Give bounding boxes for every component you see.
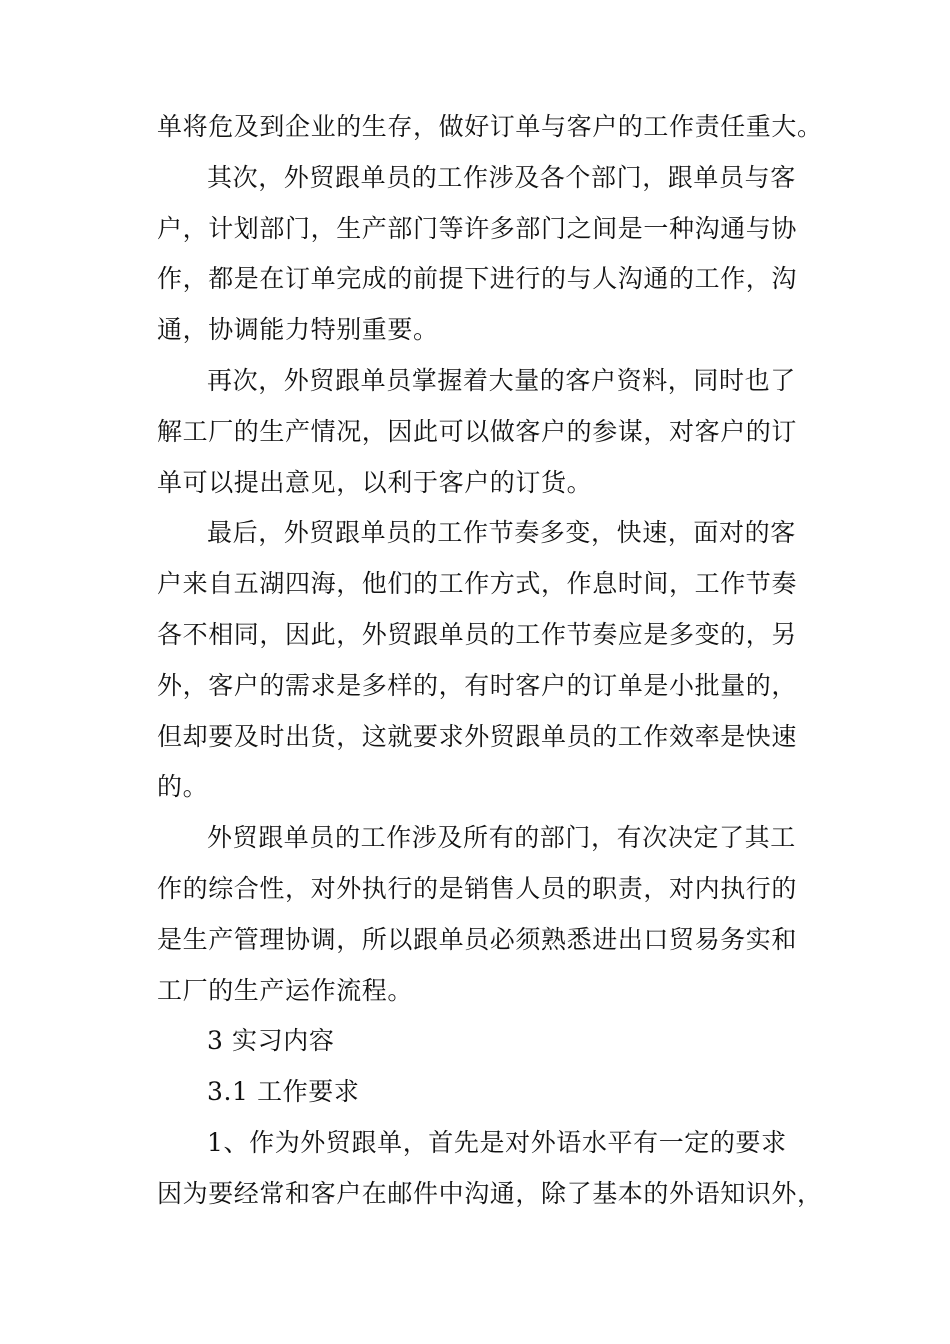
text-line: 作的综合性，对外执行的是销售人员的职责，对内执行的 bbox=[157, 873, 798, 903]
document-body bbox=[157, 112, 823, 1230]
text-line: 外，客户的需求是多样的，有时客户的订单是小批量的， bbox=[157, 670, 798, 700]
subsection-heading: 3.1 工作要求 bbox=[207, 1077, 360, 1107]
text-line: 的。 bbox=[157, 772, 209, 802]
text-line: 但却要及时出货，这就要求外贸跟单员的工作效率是快速 bbox=[157, 721, 798, 751]
text-line: 是生产管理协调，所以跟单员必须熟悉进出口贸易务实和 bbox=[157, 924, 798, 954]
text-line: 作，都是在订单完成的前提下进行的与人沟通的工作，沟 bbox=[157, 264, 798, 294]
text-line: 单可以提出意见，以利于客户的订货。 bbox=[157, 467, 593, 497]
text-line: 户来自五湖四海，他们的工作方式，作息时间，工作节奏 bbox=[157, 569, 798, 599]
text-line: 1、作为外贸跟单，首先是对外语水平有一定的要求 bbox=[207, 1127, 787, 1157]
text-line: 工厂的生产运作流程。 bbox=[157, 975, 414, 1005]
text-line: 再次，外贸跟单员掌握着大量的客户资料，同时也了 bbox=[207, 365, 796, 395]
text-line: 户，计划部门，生产部门等许多部门之间是一种沟通与协 bbox=[157, 213, 798, 243]
text-line: 单将危及到企业的生存，做好订单与客户的工作责任重大。 bbox=[157, 112, 823, 141]
section-heading: 3 实习内容 bbox=[207, 1026, 335, 1056]
text-line: 最后，外贸跟单员的工作节奏多变，快速，面对的客 bbox=[207, 518, 796, 548]
text-line: 其次，外贸跟单员的工作涉及各个部门，跟单员与客 bbox=[207, 162, 796, 192]
text-line: 外贸跟单员的工作涉及所有的部门，有次决定了其工 bbox=[207, 823, 796, 853]
text-line: 各不相同，因此，外贸跟单员的工作节奏应是多变的，另 bbox=[157, 619, 798, 649]
text-line: 通，协调能力特别重要。 bbox=[157, 315, 439, 345]
text-line: 解工厂的生产情况，因此可以做客户的参谋，对客户的订 bbox=[157, 416, 798, 446]
text-line: 因为要经常和客户在邮件中沟通，除了基本的外语知识外， bbox=[157, 1178, 823, 1208]
